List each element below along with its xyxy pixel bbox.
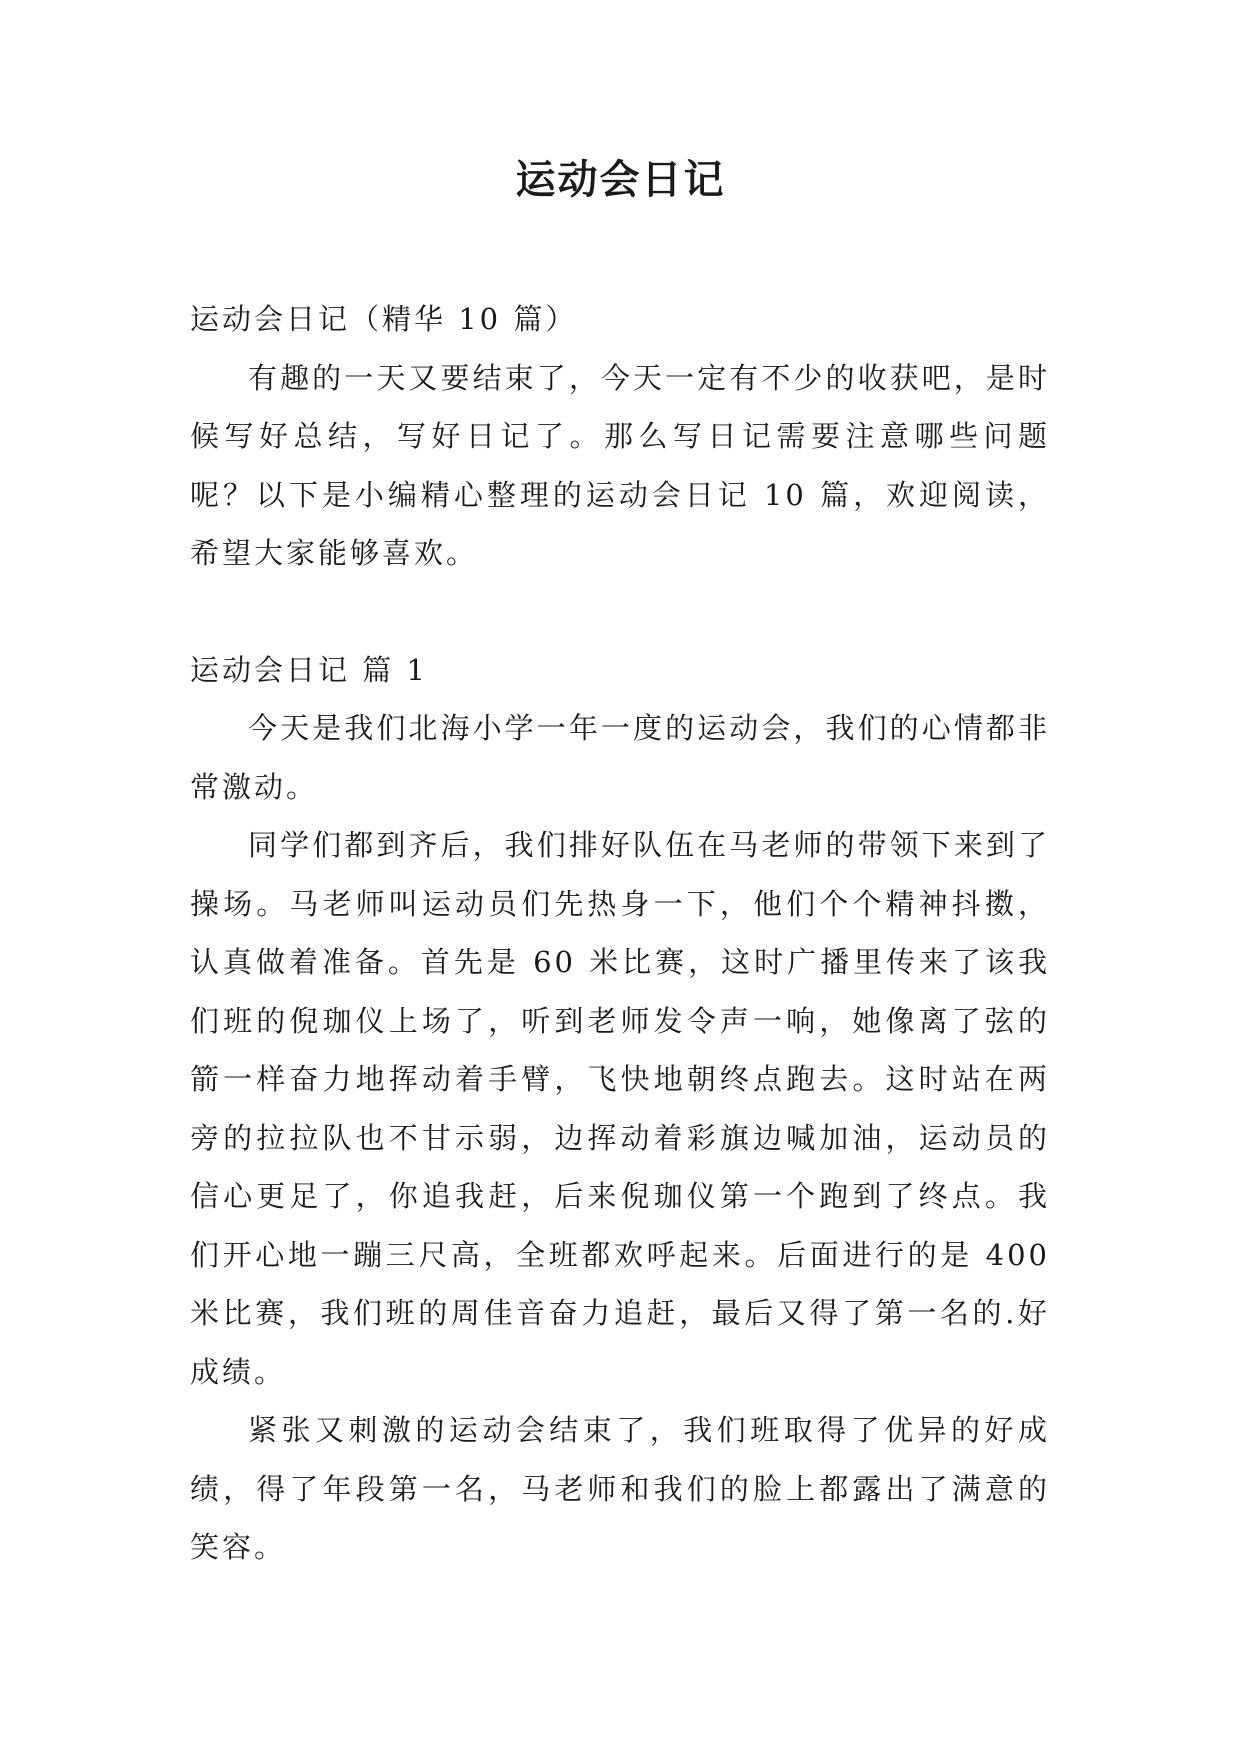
intro-paragraph: 有趣的一天又要结束了，今天一定有不少的收获吧，是时候写好总结，写好日记了。那么写日记需要注意哪些问题呢？以下是小编精心整理的运动会日记 10 篇，欢迎阅读，希望大家能够喜欢。 xyxy=(190,360,1050,570)
body-paragraph-2: 同学们都到齐后，我们排好队伍在马老师的带领下来到了操场。马老师叫运动员们先热身一下，他们个个精神抖擞，认真做着准备。首先是 60 米比赛，这时广播里传来了该我们班的倪珈仪上场了，听到老师发令声一响，她像离了弦的箭一样奋力地挥动着手臂，飞快地朝终点跑去。这时站在两旁的拉拉队也不甘示弱，边挥动着彩旗边喊加油，运动员的信心更足了，你追我赶，后来倪珈仪第一个跑到了终点。我们开心地一蹦三尺高，全班都欢呼起来。后面进行的是 400 米比赛，我们班的周佳音奋力追赶，最后又得了第一名的.好成绩。 xyxy=(190,828,1050,1389)
document-title: 运动会日记 xyxy=(515,157,726,203)
section-heading: 运动会日记 篇 1 xyxy=(190,652,428,687)
document-subtitle: 运动会日记（精华 10 篇） xyxy=(190,302,578,336)
body-paragraph-1: 今天是我们北海小学一年一度的运动会，我们的心情都非常激动。 xyxy=(190,711,1050,804)
section-spacer xyxy=(190,583,1050,641)
body-paragraph-3: 紧张又刺激的运动会结束了，我们班取得了优异的好成绩，得了年段第一名，马老师和我们的脸上都露出了满意的笑容。 xyxy=(190,1413,1050,1564)
document-body xyxy=(190,290,1050,1577)
